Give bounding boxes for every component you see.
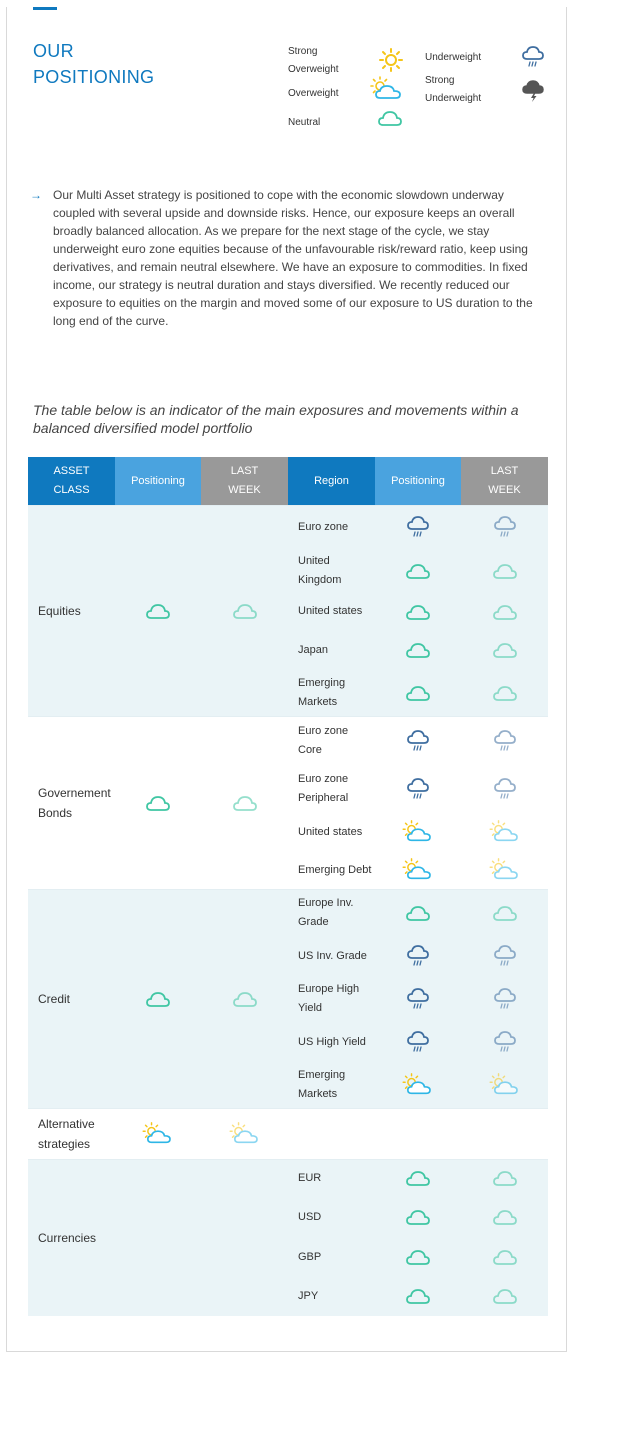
asset-class-cell [28,1160,115,1317]
legend-label-line: Strong [425,75,455,86]
empty-cell [288,1109,375,1160]
page-title [33,38,154,90]
cloud-icon [115,506,201,717]
cloud-icon [115,717,201,890]
sun-icon [379,48,403,77]
header-region-last-week [461,457,548,506]
cell-text-line: Euro zone [298,773,349,785]
sun-cloud-icon [375,1062,461,1109]
header-line: WEEK [488,484,521,496]
cloud-icon [377,108,403,133]
cloud-icon [201,506,288,717]
header-line: LAST [490,465,519,477]
legend-strong-underweight-label [425,72,481,108]
cell-text-line: Currencies [38,1231,97,1245]
empty-cell [201,1160,288,1317]
cloud-icon [375,630,461,670]
cloud-icon [375,890,461,937]
region-cell [288,1062,375,1109]
cloud-icon [375,548,461,593]
sun-cloud-icon [375,851,461,890]
header-region-positioning: Positioning [375,457,461,506]
cell-text-line: Equities [38,604,81,618]
table-caption: The table below is an indicator of the main exposures and movements within a balanced diversified model portfolio [33,402,519,436]
rain-cloud-icon [461,765,548,813]
header-line: CLASS [53,484,90,496]
legend-neutral-label: Neutral [288,117,321,128]
cell-text-line: Core [298,744,322,756]
cell-text-line: Euro zone [298,725,349,737]
region-cell [288,976,375,1022]
legend-strong-overweight-label [288,43,339,79]
cloud-icon [461,593,548,630]
table-header-row [28,457,548,506]
cell-text-line: United states [298,825,363,838]
cloud-icon [375,1276,461,1316]
region-cell [288,670,375,717]
rain-cloud-icon [375,936,461,976]
cloud-icon [461,1160,548,1197]
region-cell [288,1160,375,1197]
cloud-icon [461,890,548,937]
cloud-icon [375,1238,461,1276]
table-row [28,1109,548,1160]
cell-text-line: EUR [298,1171,322,1184]
empty-cell [375,1109,461,1160]
legend-label-line: Strong [288,46,318,57]
cell-text-line: Europe Inv. [298,897,354,909]
cell-text-line: Europe High [298,983,360,995]
cloud-icon [461,1196,548,1238]
asset-class-cell [28,890,115,1109]
positioning-table [28,457,548,1316]
region-cell [288,1276,375,1316]
legend-label-line: Overweight [288,64,339,75]
header-line: ASSET [53,465,90,477]
region-cell [288,890,375,937]
cell-text-line: Bonds [38,806,73,820]
cell-text-line: Governement [38,786,111,800]
sun-cloud-icon [375,813,461,851]
cloud-icon [461,670,548,717]
rain-cloud-icon [375,1022,461,1062]
region-cell [288,765,375,813]
empty-cell [461,1109,548,1160]
region-cell [288,936,375,976]
rain-cloud-icon [375,765,461,813]
top-accent-bar [33,7,57,10]
legend-underweight-label: Underweight [425,52,482,63]
title-line-2: POSITIONING [33,67,155,87]
rain-cloud-icon [375,506,461,549]
header-region: Region [288,457,375,506]
sun-cloud-icon [201,1109,288,1160]
cloud-icon [375,670,461,717]
sun-cloud-icon [461,1062,548,1109]
cloud-icon [375,1160,461,1197]
region-cell [288,630,375,670]
intro-paragraph: Our Multi Asset strategy is positioned to cope with the economic slowdown underway coupled with several upside and downside risks. Hence, our exposure keeps an overall broadly balanced allocation. As we prepare for the next stage of the cycle, we stay underweight euro zone equities because of the unfavourable risk/reward ratio, keep using derivatives, and remain neutral elsewhere. We have an exposure to commodities. In fixed income, our strategy is neutral duration and stays diversified. We recently reduced our exposure to equities on the margin and moved some of our exposure to US duration to the long end of the curve. [53,188,533,328]
header-line: WEEK [228,484,261,496]
rain-cloud-icon [521,45,545,74]
cloud-icon [461,630,548,670]
cloud-icon [201,717,288,890]
header-line: LAST [230,465,259,477]
rain-cloud-icon [461,1022,548,1062]
table-row [28,890,548,937]
region-cell [288,813,375,851]
intro-section [30,186,540,330]
cloud-icon [461,548,548,593]
cloud-icon [201,890,288,1109]
sun-cloud-icon [461,813,548,851]
sun-cloud-icon [115,1109,201,1160]
cell-text-line: Emerging [298,1069,346,1081]
cell-text-line: United states [298,605,363,617]
cell-text-line: Grade [298,916,329,928]
table-row [28,506,548,549]
cell-text-line: Credit [38,992,71,1006]
cell-text-line: US Inv. Grade [298,949,367,962]
cloud-icon [375,593,461,630]
table-row [28,1160,548,1197]
table-row [28,717,548,766]
asset-class-cell [28,1109,115,1160]
region-cell [288,851,375,890]
header-last-week [201,457,288,506]
cell-text-line: Emerging Debt [298,863,372,876]
cell-text-line: Alternative [38,1117,95,1131]
rain-cloud-icon [375,976,461,1022]
cell-text-line: JPY [298,1289,319,1302]
cell-text-line: Japan [298,643,328,656]
cloud-icon [461,1276,548,1316]
empty-cell [115,1160,201,1317]
arrow-right-icon: → [30,188,42,202]
cell-text-line: United [298,554,330,567]
cloud-icon [375,1196,461,1238]
sun-cloud-icon [461,851,548,890]
rain-cloud-icon [461,717,548,766]
region-cell [288,1022,375,1062]
region-cell [288,1238,375,1276]
legend-overweight-label: Overweight [288,88,339,99]
cell-text-line: Kingdom [298,573,342,586]
cell-text-line: US High Yield [298,1035,366,1048]
rain-cloud-icon [461,506,548,549]
rain-cloud-icon [375,717,461,766]
cell-text-line: USD [298,1210,322,1223]
sun-cloud-icon [370,76,404,107]
cell-text-line: Peripheral [298,792,349,804]
region-cell [288,1196,375,1238]
cloud-icon [115,890,201,1109]
cell-text-line: Markets [298,1088,338,1100]
cell-text-line: Yield [298,1002,323,1014]
rain-cloud-icon [461,936,548,976]
region-cell [288,548,375,593]
region-cell [288,506,375,549]
cell-text-line: Markets [298,696,338,708]
title-line-1: OUR [33,41,74,61]
header-positioning: Positioning [115,457,201,506]
cloud-icon [461,1238,548,1276]
asset-class-cell [28,717,115,890]
legend-label-line: Underweight [425,93,482,104]
cell-text-line: strategies [38,1137,91,1151]
header-asset-class [28,457,115,506]
rain-cloud-icon [461,976,548,1022]
storm-cloud-icon [521,79,545,108]
region-cell [288,593,375,630]
cell-text-line: Emerging [298,677,346,689]
region-cell [288,717,375,766]
asset-class-cell [28,506,115,717]
cell-text-line: Euro zone [298,520,349,533]
cell-text-line: GBP [298,1250,322,1263]
